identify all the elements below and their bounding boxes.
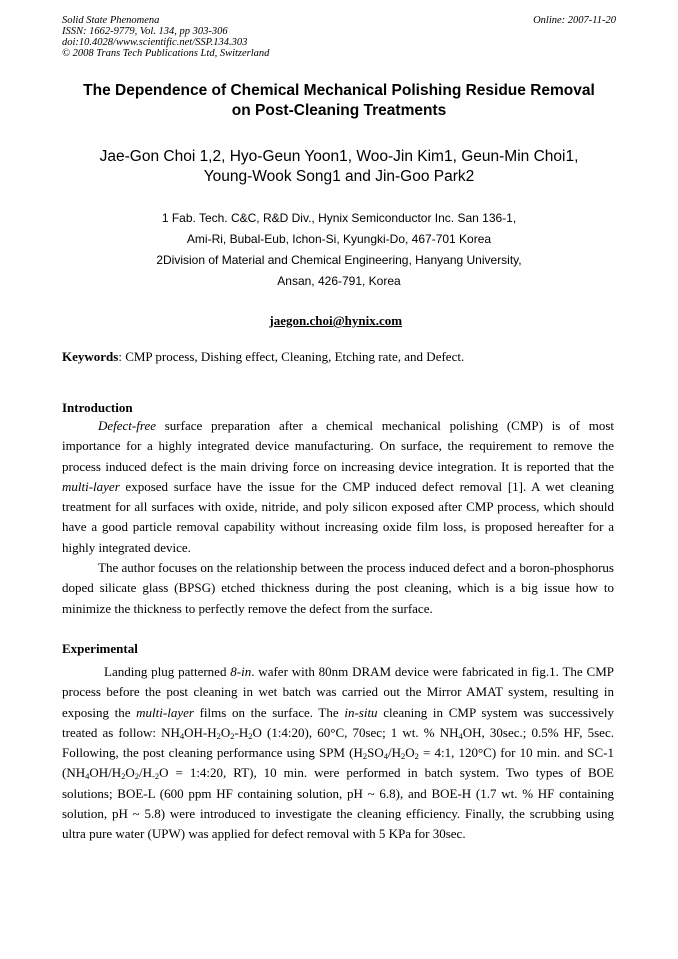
introduction-heading: Introduction bbox=[62, 400, 133, 415]
journal-doi: doi:10.4028/www.scientific.net/SSP.134.303 bbox=[62, 37, 248, 48]
paragraph-text: /H bbox=[387, 745, 401, 761]
subscript: 4 bbox=[458, 730, 463, 741]
emphasis-text: Defect-free bbox=[98, 418, 156, 433]
author-list bbox=[40, 147, 638, 187]
affiliation-line: Ansan, 426-791, Korea bbox=[277, 274, 401, 288]
emphasis-text: multi-layer bbox=[136, 704, 194, 720]
paragraph-text: Landing plug patterned bbox=[104, 664, 231, 679]
subscript: 2 bbox=[362, 751, 368, 762]
keywords-line bbox=[62, 347, 614, 367]
keywords-text: : CMP process, Dishing effect, Cleaning, Etching rate, and Defect. bbox=[118, 349, 465, 364]
subscript: 4 bbox=[85, 771, 90, 782]
keywords-label: Keywords bbox=[62, 349, 119, 364]
experimental-heading: Experimental bbox=[62, 641, 138, 656]
affiliation-line: 2Division of Material and Chemical Engineering, Hanyang University, bbox=[156, 253, 522, 267]
paragraph-text: OH, 30sec.; 0.5% HF, 5sec. Following, the post cleaning performance using SPM (H bbox=[62, 724, 614, 761]
journal-name: Solid State Phenomena bbox=[62, 15, 160, 26]
journal-issn: ISSN: 1662-9779, Vol. 134, pp 303-306 bbox=[62, 26, 228, 37]
introduction-paragraph-1 bbox=[62, 416, 614, 558]
paragraph-text: SO bbox=[367, 745, 384, 761]
title-line-1: The Dependence of Chemical Mechanical Polishing Residue Removal bbox=[83, 82, 595, 99]
paragraph-text: = 4:1, 120°C) for 10 min. and SC-1 (NH bbox=[62, 745, 614, 781]
paragraph-text: OH-H bbox=[184, 724, 217, 740]
subscript: 4 bbox=[383, 751, 388, 762]
affiliations bbox=[40, 208, 638, 292]
journal-header bbox=[62, 15, 269, 59]
subscript: 2 bbox=[414, 751, 419, 762]
paragraph-text: cleaning in CMP system was successively treated as follow: NH bbox=[62, 704, 615, 740]
paragraph-text: OH/H bbox=[89, 765, 122, 781]
subscript: 2 bbox=[230, 730, 235, 741]
paragraph-text: exposed surface have the issue for the CMP induced defect removal [1]. A wet cleaning treatment for all surfaces with oxide, nitride, and poly silicon exposed after CMP process, which should have a good particle removal capability without increasing oxide film loss, is proposed hereafter for a highly integrated device. bbox=[62, 478, 614, 555]
experimental-paragraph bbox=[62, 662, 614, 845]
emphasis-text: in-situ bbox=[344, 704, 378, 720]
corresponding-email[interactable] bbox=[40, 313, 638, 329]
paragraph-text: films on the surface. The bbox=[193, 704, 345, 720]
subscript: 2 bbox=[121, 771, 126, 782]
paragraph-text: O bbox=[220, 724, 231, 740]
paragraph-text: O (1:4:20), 60°C, 70sec; 1 wt. % NH bbox=[252, 724, 459, 740]
authors-line-2: Young-Wook Song1 and Jin-Goo Park2 bbox=[203, 168, 475, 185]
authors-line-1: Jae-Gon Choi 1,2, Hyo-Geun Yoon1, Woo-Jin Kim1, Geun-Min Choi1, bbox=[99, 148, 579, 165]
paragraph-text: O = 1:4:20, RT), 10 min. were performed in batch system. Two types of BOE solutions; BOE-L (600 ppm HF containing solution, pH ~ 6.8), and BOE-H (1.7 wt. % HF containing solution, pH ~ 5.8) were introduced to investigate the cleaning efficiency. Finally, the scrubbing using ultra pure water (UPW) was applied for defect removal with 5 KPa for 30sec. bbox=[62, 765, 614, 842]
paragraph-text: O bbox=[125, 765, 135, 781]
emphasis-text: multi-layer bbox=[62, 478, 120, 494]
subscript: 2 bbox=[400, 751, 406, 762]
affiliation-line: 1 Fab. Tech. C&C, R&D Div., Hynix Semiconductor Inc. San 136-1, bbox=[161, 211, 517, 225]
subscript: 2 bbox=[248, 730, 253, 741]
paragraph-text: -H bbox=[234, 724, 249, 740]
emphasis-text: 8-in bbox=[230, 664, 252, 679]
subscript: 4 bbox=[179, 730, 185, 741]
paragraph-text: . wafer with 80nm DRAM device were fabricated in fig.1. The CMP process before the post cleaning in wet batch was carried out the Mirror AMAT system, resulting in exposing the bbox=[62, 664, 614, 720]
paragraph-text: O bbox=[405, 745, 415, 761]
paper-title bbox=[40, 81, 638, 121]
title-line-2: on Post-Cleaning Treatments bbox=[231, 102, 447, 119]
subscript: 2 bbox=[134, 771, 140, 782]
affiliation-line: Ami-Ri, Bubal-Eub, Ichon-Si, Kyungki-Do, 467-701 Korea bbox=[186, 232, 492, 246]
online-date: Online: 2007-11-20 bbox=[533, 15, 616, 26]
email-link[interactable]: jaegon.choi@hynix.com bbox=[269, 313, 403, 328]
paragraph-text: /H bbox=[139, 765, 153, 781]
subscript: -2 bbox=[152, 771, 160, 782]
subscript: 2 bbox=[216, 730, 221, 741]
paragraph-text: surface preparation after a chemical mechanical polishing (CMP) is of most importance for a highly integrated device manufacturing. On surface, the requirement to remove the process induced defect is the main driving force on increasing device integration. It is reported that the bbox=[62, 418, 614, 474]
journal-copyright: © 2008 Trans Tech Publications Ltd, Switzerland bbox=[62, 48, 270, 59]
introduction-paragraph-2: The author focuses on the relationship between the process induced defect and a boron-phosphorus doped silicate glass (BPSG) etched thickness during the post cleaning, which is a big issue how to minimize the thickness to perfectly remove the defect from the surface. bbox=[62, 560, 614, 616]
